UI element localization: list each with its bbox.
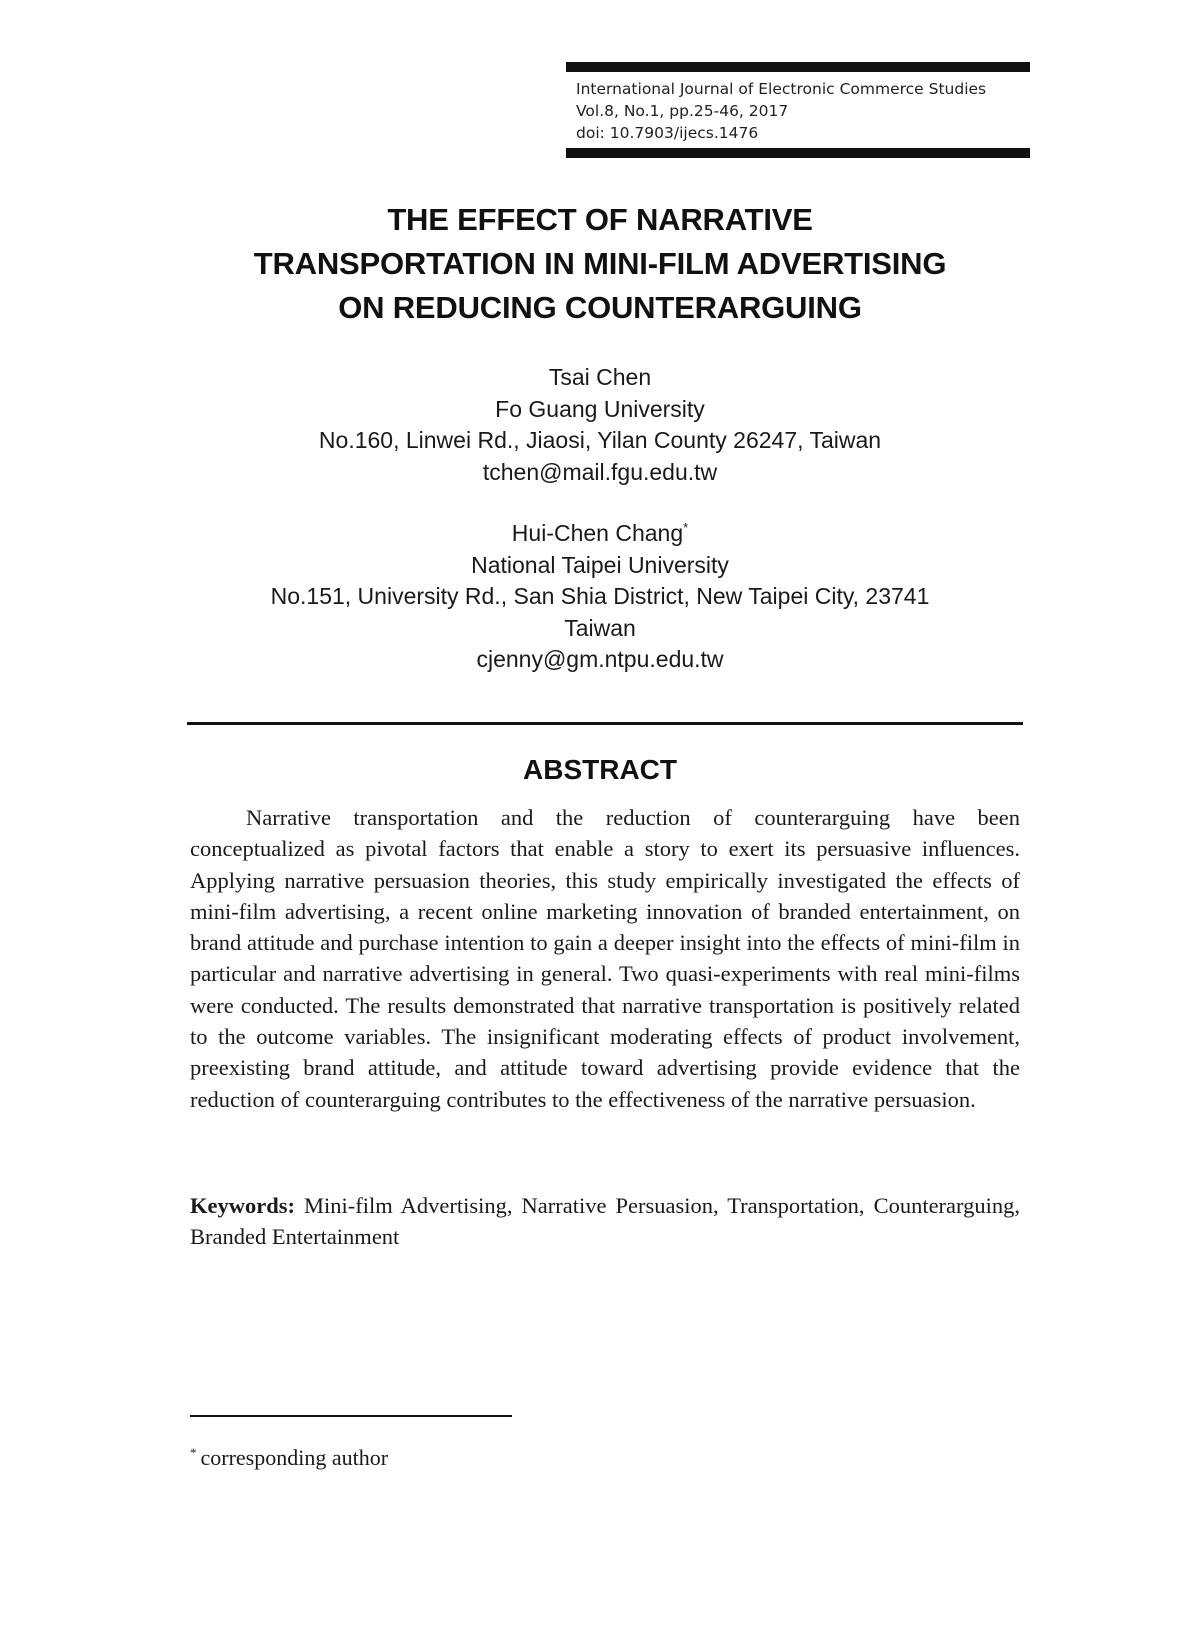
title-line: ON REDUCING COUNTERARGUING xyxy=(338,290,862,325)
abstract-heading: ABSTRACT xyxy=(523,754,677,785)
journal-volume: Vol.8, No.1, pp.25-46, 2017 xyxy=(576,102,789,120)
keywords-text: Mini-film Advertising, Narrative Persuasion, Transportation, Counterarguing, Branded Entertainment xyxy=(190,1193,1021,1250)
footnote-text: corresponding author xyxy=(200,1445,389,1470)
keywords xyxy=(190,1190,1020,1253)
author-address-country: Taiwan xyxy=(564,614,636,641)
author-email: tchen@mail.fgu.edu.tw xyxy=(482,458,718,485)
author-affiliation: Fo Guang University xyxy=(495,395,705,422)
corresponding-author-marker: * xyxy=(683,520,689,535)
keywords-label: Keywords: xyxy=(190,1193,295,1218)
section-divider xyxy=(187,722,1023,725)
author-name: Hui-Chen Chang* xyxy=(511,520,689,546)
title-line: TRANSPORTATION IN MINI-FILM ADVERTISING xyxy=(253,246,947,281)
author-entry xyxy=(0,362,1200,488)
author-address: No.151, University Rd., San Shia District, New Taipei City, 23741 xyxy=(270,583,930,609)
author-entry xyxy=(0,518,1200,676)
paper-title xyxy=(0,198,1200,330)
author-affiliation: National Taipei University xyxy=(471,551,729,578)
header-bottom-rule xyxy=(566,148,1030,158)
journal-header xyxy=(566,62,1030,158)
header-lines xyxy=(566,72,1030,144)
footnote-marker: * xyxy=(190,1445,197,1460)
abstract-body: Narrative transportation and the reduction of counterarguing have been conceptualized as pivotal factors that enable a story to exert its persuasive influences. Applying narrative persuasion theories, this study empirically investigated the effects of mini-film advertising, a recent online marketing innovation of branded entertainment, on brand attitude and purchase intention to gain a deeper insight into the effects of mini-film in particular and narrative advertising in general. Two quasi-experiments with real mini-films were conducted. The results demonstrated that narrative transportation is positively related to the outcome variables. The insignificant moderating effects of product involvement, preexisting brand attitude, and attitude toward advertising provide evidence that the reduction of counterarguing contributes to the effectiveness of the narrative persuasion. xyxy=(190,805,1020,1112)
title-line: THE EFFECT OF NARRATIVE xyxy=(387,202,813,237)
footnote-rule xyxy=(190,1415,512,1417)
author-block xyxy=(0,362,1200,676)
author-address: No.160, Linwei Rd., Jiaosi, Yilan County 26247, Taiwan xyxy=(318,427,882,453)
journal-name: International Journal of Electronic Commerce Studies xyxy=(576,80,987,98)
footnote xyxy=(190,1444,388,1472)
author-email: cjenny@gm.ntpu.edu.tw xyxy=(476,646,724,672)
header-top-rule xyxy=(566,62,1030,72)
journal-doi: doi: 10.7903/ijecs.1476 xyxy=(576,124,759,142)
author-name: Tsai Chen xyxy=(548,364,652,390)
